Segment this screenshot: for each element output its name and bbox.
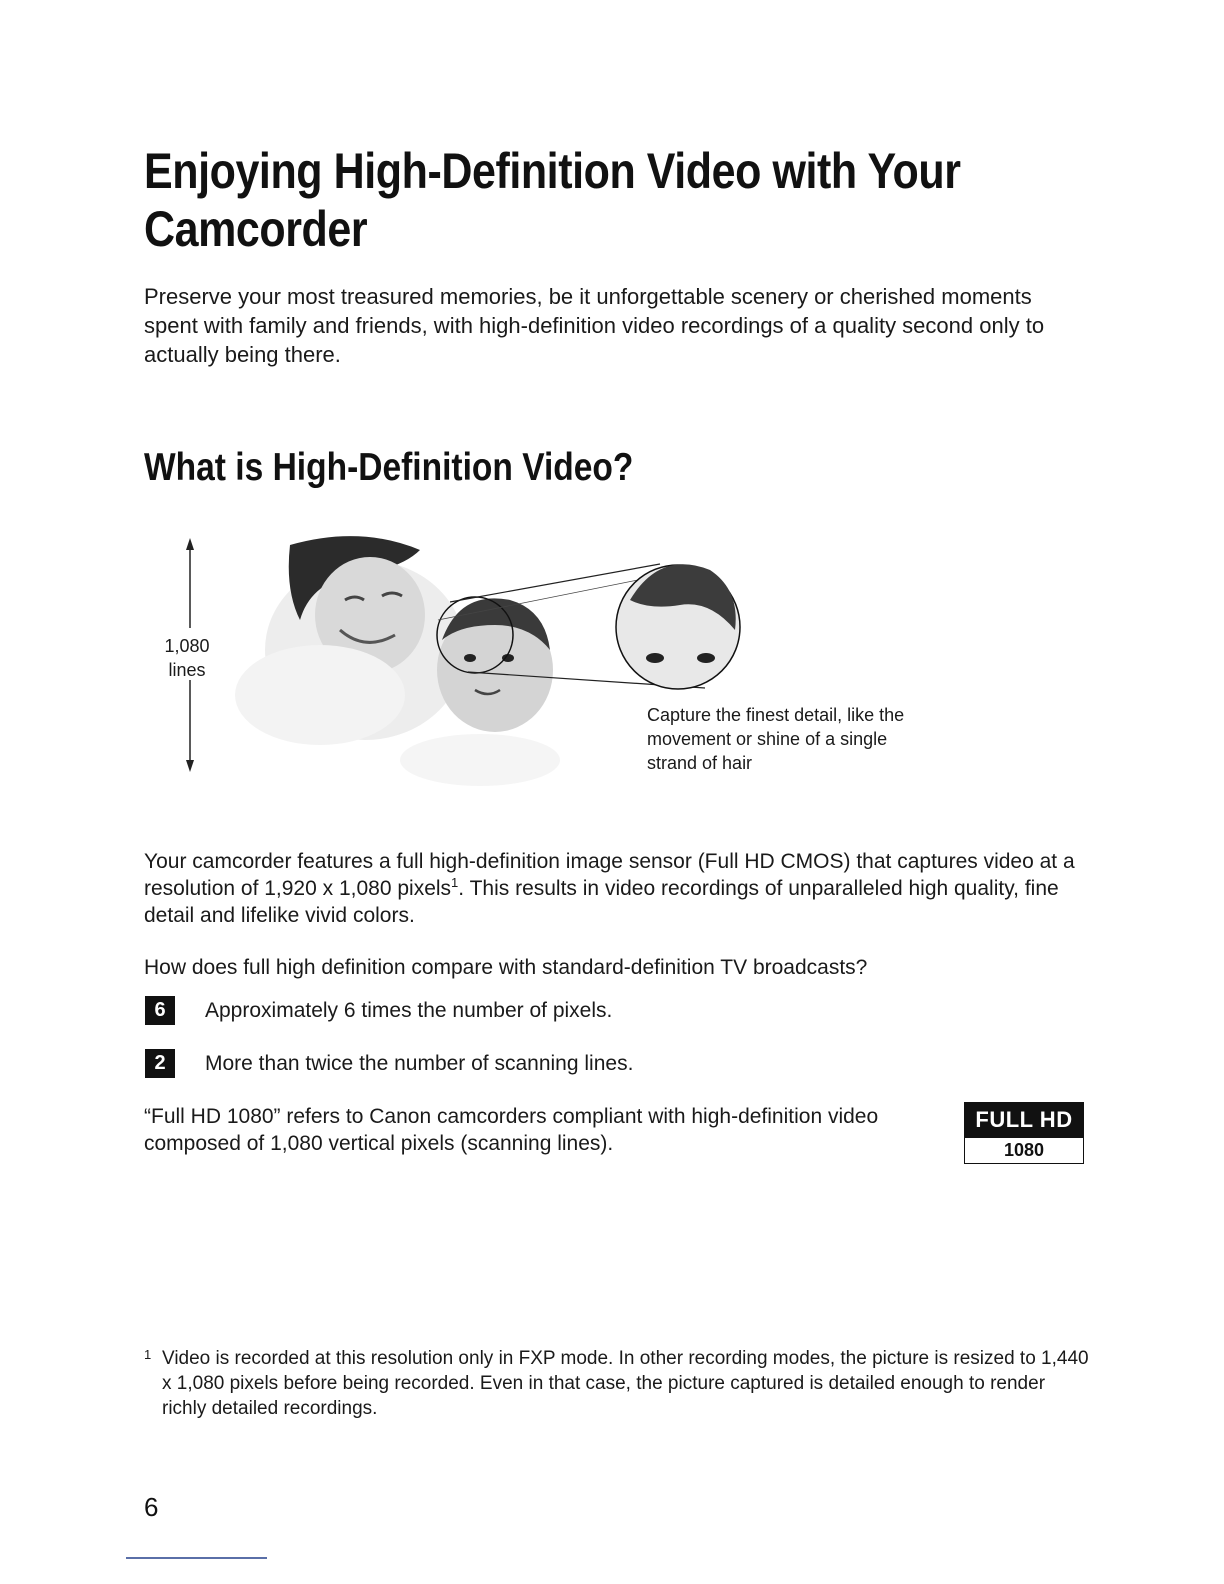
mother-and-baby-photo bbox=[235, 536, 560, 786]
comparison-text: Approximately 6 times the number of pixels. bbox=[205, 999, 613, 1022]
footnote-reference: 1 bbox=[451, 875, 459, 890]
comparison-item bbox=[145, 996, 845, 1026]
feature-text-after: . This results in video recordings of unparalleled high quality, fine detail and lifelike vivid colors. bbox=[144, 877, 1059, 927]
bottom-rule bbox=[126, 1557, 267, 1559]
magnified-detail-circle bbox=[616, 564, 740, 689]
comparison-item bbox=[145, 1049, 845, 1079]
logo-bottom-text: 1080 bbox=[964, 1138, 1084, 1164]
resolution-label bbox=[150, 634, 224, 682]
footnote-mark: 1 bbox=[144, 1347, 152, 1362]
feature-text-before: Your camcorder features a full high-definition image sensor (Full HD CMOS) that captures video at a resolution of 1,920 x 1,080 pixels bbox=[144, 850, 1075, 900]
page-title: Enjoying High-Definition Video with Your Camcorder bbox=[144, 143, 961, 257]
lines-value: 1,080 bbox=[164, 636, 210, 656]
section-heading: What is High-Definition Video? bbox=[144, 446, 634, 489]
number-badge: 2 bbox=[145, 1049, 175, 1078]
feature-paragraph bbox=[144, 848, 1104, 929]
lines-unit: lines bbox=[168, 660, 206, 680]
logo-top-text: FULL HD bbox=[964, 1102, 1084, 1138]
full-hd-description: “Full HD 1080” refers to Canon camcorders compliant with high-definition video composed of 1,080 vertical pixels (scanning lines). bbox=[144, 1105, 879, 1155]
comparison-question: How does full high definition compare with standard-definition TV broadcasts? bbox=[144, 956, 868, 979]
page-number: 6 bbox=[144, 1492, 159, 1522]
comparison-text: More than twice the number of scanning lines. bbox=[205, 1052, 634, 1075]
footnote-text: Video is recorded at this resolution only in FXP mode. In other recording modes, the picture is resized to 1,440 x 1,080 pixels before being recorded. Even in that case, the picture captured is detailed enough to render richly detailed recordings. bbox=[162, 1348, 1089, 1419]
figure-caption: Capture the finest detail, like the movement or shine of a single strand of hair bbox=[647, 705, 905, 773]
intro-paragraph: Preserve your most treasured memories, be it unforgettable scenery or cherished moments spent with family and friends, with high-definition video recordings of a quality second only to actually being there. bbox=[144, 284, 1045, 367]
full-hd-1080-logo bbox=[964, 1102, 1084, 1164]
number-badge: 6 bbox=[145, 996, 175, 1025]
